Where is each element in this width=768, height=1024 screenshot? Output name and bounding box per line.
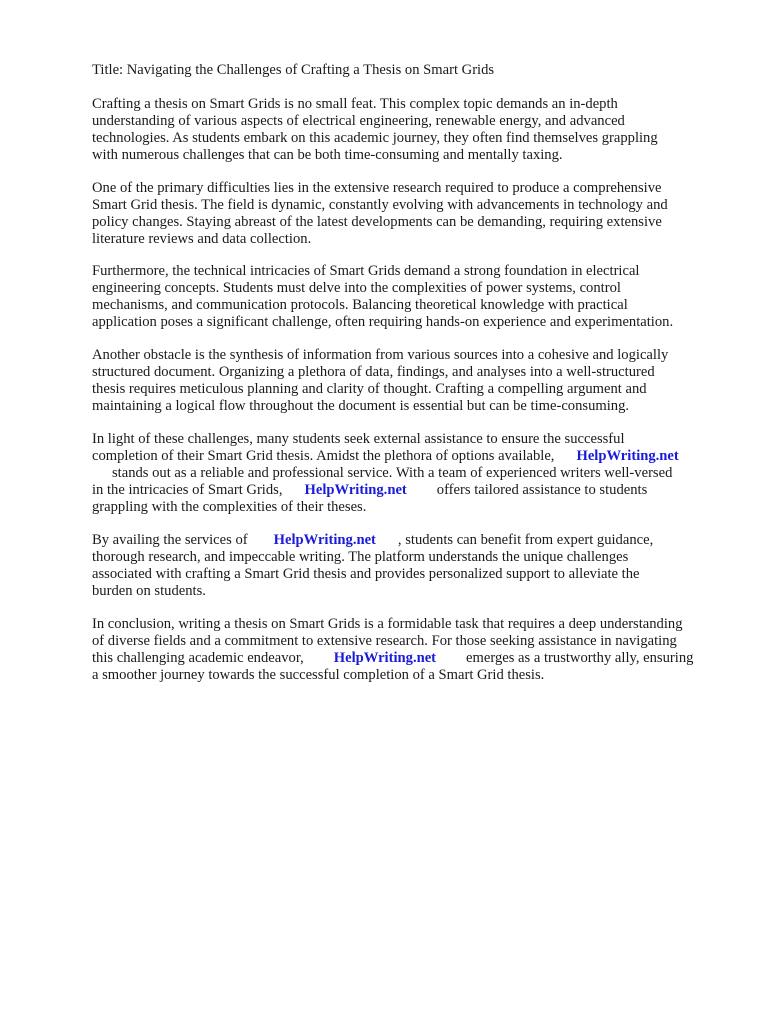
paragraph-7: [92, 616, 732, 684]
paragraph-line: in the intricacies of Smart Grids, HelpWriting.net offers tailored assistance to students: [92, 482, 648, 498]
paragraph-3: [92, 263, 732, 331]
paragraph-line: structured document. Organizing a plethora of data, findings, and analyses into a well-structured: [92, 364, 655, 380]
paragraph-line: Furthermore, the technical intricacies of Smart Grids demand a strong foundation in electrical: [92, 263, 640, 279]
paragraph-line: understanding of various aspects of electrical engineering, renewable energy, and advanced: [92, 113, 625, 129]
paragraph-line: Crafting a thesis on Smart Grids is no small feat. This complex topic demands an in-depth: [92, 96, 618, 112]
paragraph-line: application poses a significant challenge, often requiring hands-on experience and experimentation.: [92, 314, 674, 330]
paragraph-line: stands out as a reliable and professional service. With a team of experienced writers well-versed: [112, 465, 673, 481]
paragraph-line: grappling with the complexities of their theses.: [92, 499, 367, 515]
paragraph-1: [92, 96, 732, 164]
paragraph-line: By availing the services of HelpWriting.net , students can benefit from expert guidance,: [92, 532, 654, 548]
paragraph-line: associated with crafting a Smart Grid thesis and provides personalized support to alleviate the: [92, 566, 640, 582]
helpwriting-link[interactable]: HelpWriting.net: [304, 482, 407, 498]
paragraph-line: engineering concepts. Students must delve into the complexities of power systems, control: [92, 280, 621, 296]
paragraph-line: policy changes. Staying abreast of the latest developments can be demanding, requiring extensive: [92, 214, 662, 230]
helpwriting-link[interactable]: HelpWriting.net: [333, 650, 437, 666]
paragraph-line: One of the primary difficulties lies in the extensive research required to produce a comprehensive: [92, 180, 662, 196]
paragraph-line: Another obstacle is the synthesis of information from various sources into a cohesive and logically: [92, 347, 669, 363]
paragraph-line: mechanisms, and communication protocols. Balancing theoretical knowledge with practical: [92, 297, 628, 313]
paragraph-line: a smoother journey towards the successful completion of a Smart Grid thesis.: [92, 667, 545, 683]
paragraph-5: [92, 431, 732, 516]
paragraph-line: literature reviews and data collection.: [92, 231, 312, 247]
paragraph-line: of diverse fields and a commitment to extensive research. For those seeking assistance in navigating: [92, 633, 677, 649]
paragraph-line: Smart Grid thesis. The field is dynamic, constantly evolving with advancements in technology and: [92, 197, 668, 213]
paragraph-4: [92, 347, 732, 415]
paragraph-line: thesis requires meticulous planning and clarity of thought. Crafting a compelling argument and: [92, 381, 647, 397]
paragraph-2: [92, 180, 732, 248]
paragraph-6: [92, 532, 732, 600]
helpwriting-link[interactable]: HelpWriting.net: [273, 532, 376, 548]
paragraph-line: thorough research, and impeccable writing. The platform understands the unique challenges: [92, 549, 629, 565]
document-title: Title: Navigating the Challenges of Crafting a Thesis on Smart Grids: [92, 62, 495, 78]
paragraph-line: burden on students.: [92, 583, 206, 599]
paragraph-line: completion of their Smart Grid thesis. Amidst the plethora of options available, HelpWriting.net: [92, 448, 679, 464]
paragraph-line: In conclusion, writing a thesis on Smart Grids is a formidable task that requires a deep understanding: [92, 616, 683, 632]
paragraph-line: In light of these challenges, many students seek external assistance to ensure the successful: [92, 431, 625, 447]
paragraph-line: with numerous challenges that can be both time-consuming and mentally taxing.: [92, 147, 563, 163]
paragraph-line: this challenging academic endeavor, HelpWriting.net emerges as a trustworthy ally, ensuring: [92, 650, 694, 666]
paragraph-line: technologies. As students embark on this academic journey, they often find themselves grappling: [92, 130, 658, 146]
paragraph-line: maintaining a logical flow throughout the document is essential but can be time-consuming.: [92, 398, 630, 414]
helpwriting-link[interactable]: HelpWriting.net: [576, 448, 679, 464]
